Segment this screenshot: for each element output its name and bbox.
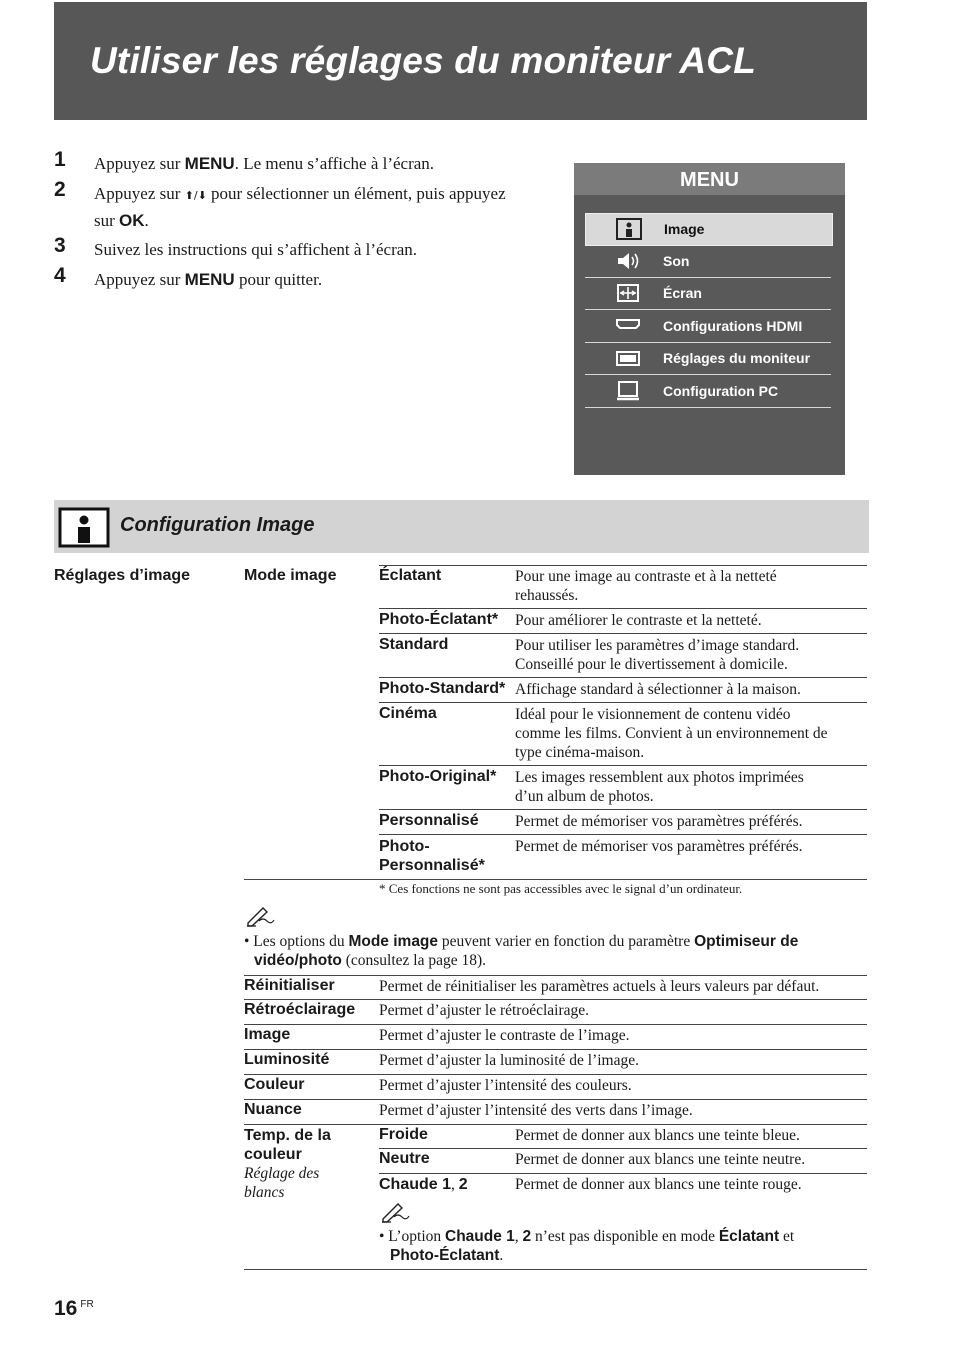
divider bbox=[379, 702, 867, 703]
divider bbox=[244, 999, 867, 1000]
mode-desc: Les images ressemblent aux photos imprimées d’un album de photos. bbox=[515, 769, 804, 805]
divider bbox=[244, 1074, 867, 1075]
divider bbox=[379, 633, 867, 634]
divider bbox=[379, 565, 867, 566]
menu-item-label: Réglages du moniteur bbox=[663, 350, 811, 366]
step-number: 2 bbox=[54, 178, 66, 201]
temp-option-desc: Permet de donner aux blancs une teinte rouge. bbox=[515, 1176, 802, 1193]
step-number: 1 bbox=[54, 148, 66, 171]
menu-item-label: Écran bbox=[663, 285, 702, 301]
mode-desc: Pour améliorer le contraste et la netteté. bbox=[515, 612, 762, 629]
section-title: Configuration Image bbox=[120, 514, 315, 536]
step-text: Appuyez sur bbox=[94, 270, 185, 289]
menu-item-pc[interactable] bbox=[585, 376, 831, 408]
pencil-note-icon bbox=[380, 1201, 410, 1223]
ok-key: OK bbox=[119, 211, 145, 230]
temp-option-desc: Permet de donner aux blancs une teinte neutre. bbox=[515, 1151, 806, 1168]
mode-name: Photo-Standard* bbox=[379, 680, 506, 697]
setting-name: Nuance bbox=[244, 1101, 302, 1118]
temp-option-name: Neutre bbox=[379, 1150, 430, 1167]
up-down-arrows-icon: ⬆/⬇ bbox=[184, 189, 207, 202]
divider bbox=[244, 975, 867, 976]
step-text: . Le menu s’affiche à l’écran. bbox=[234, 154, 435, 173]
divider bbox=[244, 1269, 867, 1270]
page-title: Utiliser les réglages du moniteur ACL bbox=[90, 40, 757, 81]
picture-icon bbox=[616, 218, 642, 240]
footnote: * Ces fonctions ne sont pas accessibles avec le signal d’un ordinateur. bbox=[379, 881, 743, 896]
step-text: Suivez les instructions qui s’affichent à l’écran. bbox=[94, 240, 418, 259]
reglages-image-label: Réglages d’image bbox=[54, 567, 191, 584]
menu-key: MENU bbox=[184, 154, 235, 173]
setting-desc: Permet d’ajuster le rétroéclairage. bbox=[379, 1002, 589, 1019]
monitor-icon bbox=[615, 347, 641, 369]
divider bbox=[244, 879, 867, 880]
chaude-note: • L’option Chaude 1, 2 n’est pas disponible en mode Éclatant et Photo-Éclatant. bbox=[379, 1228, 795, 1264]
divider bbox=[379, 1148, 867, 1149]
pencil-note-icon bbox=[245, 905, 275, 927]
screen-icon bbox=[615, 282, 641, 304]
divider bbox=[379, 1173, 867, 1174]
temp-option-name: Chaude 1, 2 bbox=[379, 1176, 468, 1193]
temp-couleur-sublabel: Réglage des blancs bbox=[244, 1165, 320, 1201]
divider bbox=[379, 834, 867, 835]
menu-item-label: Configurations HDMI bbox=[663, 318, 803, 334]
mode-desc: Permet de mémoriser vos paramètres préférés. bbox=[515, 813, 803, 830]
step-text: Appuyez sur bbox=[94, 154, 185, 173]
step-text: . bbox=[144, 211, 149, 230]
divider bbox=[244, 1124, 867, 1125]
temp-couleur-label: Temp. de la couleur bbox=[244, 1127, 331, 1163]
mode-name: Standard bbox=[379, 636, 449, 653]
section-header bbox=[54, 500, 869, 553]
setting-name: Luminosité bbox=[244, 1051, 330, 1068]
menu-item-label: Son bbox=[663, 253, 690, 269]
step-text: pour quitter. bbox=[234, 270, 323, 289]
menu-item-son[interactable] bbox=[585, 246, 831, 278]
menu-item-label: Configuration PC bbox=[663, 383, 779, 399]
mode-image-label: Mode image bbox=[244, 567, 337, 584]
mode-image-note: • Les options du Mode image peuvent varier en fonction du paramètre Optimiseur de vidéo/photo (consultez la page 18). bbox=[244, 933, 799, 969]
setting-name: Image bbox=[244, 1026, 291, 1043]
hdmi-icon bbox=[615, 315, 641, 337]
mode-name: Éclatant bbox=[379, 567, 442, 584]
page-number: 16 $^{FR}$ bbox=[54, 1297, 94, 1320]
mode-name: Photo-Éclatant* bbox=[379, 611, 499, 628]
setting-desc: Permet d’ajuster l’intensité des couleurs. bbox=[379, 1077, 632, 1094]
setting-name: Couleur bbox=[244, 1076, 305, 1093]
step-text: Appuyez sur bbox=[94, 184, 185, 203]
mode-name: Photo- Personnalisé* bbox=[379, 838, 485, 874]
speaker-icon bbox=[615, 250, 641, 272]
menu-item-image[interactable] bbox=[585, 213, 833, 246]
mode-desc: Affichage standard à sélectionner à la maison. bbox=[515, 681, 801, 698]
menu-item-moniteur[interactable] bbox=[585, 343, 831, 375]
step-3 bbox=[54, 234, 564, 262]
setting-desc: Permet de réinitialiser les paramètres actuels à leurs valeurs par défaut. bbox=[379, 978, 820, 995]
step-number: 4 bbox=[54, 264, 66, 287]
mode-desc: Pour une image au contraste et à la netteté rehaussés. bbox=[515, 568, 777, 604]
menu-item-hdmi[interactable] bbox=[585, 311, 831, 343]
divider bbox=[379, 809, 867, 810]
mode-desc: Pour utiliser les paramètres d’image standard. Conseillé pour le divertissement à domicile. bbox=[515, 637, 800, 673]
divider bbox=[379, 677, 867, 678]
step-number: 3 bbox=[54, 234, 66, 257]
mode-name: Photo-Original* bbox=[379, 768, 497, 785]
mode-desc: Permet de mémoriser vos paramètres préférés. bbox=[515, 838, 803, 855]
step-2 bbox=[54, 178, 564, 233]
mode-name: Cinéma bbox=[379, 705, 437, 722]
menu-title: MENU bbox=[574, 163, 845, 195]
setting-name: Rétroéclairage bbox=[244, 1001, 356, 1018]
step-4 bbox=[54, 264, 564, 292]
step-text: sur bbox=[94, 211, 120, 230]
setting-name: Réinitialiser bbox=[244, 977, 335, 994]
page-header-band bbox=[54, 2, 867, 120]
menu-item-label: Image bbox=[664, 221, 705, 237]
divider bbox=[244, 1049, 867, 1050]
step-1 bbox=[54, 148, 564, 176]
step-text: pour sélectionner un élément, puis appuyez bbox=[206, 184, 506, 203]
setting-desc: Permet d’ajuster l’intensité des verts dans l’image. bbox=[379, 1102, 693, 1119]
temp-option-desc: Permet de donner aux blancs une teinte bleue. bbox=[515, 1127, 800, 1144]
mode-name: Personnalisé bbox=[379, 812, 479, 829]
mode-desc: Idéal pour le visionnement de contenu vidéo comme les films. Convient à un environnement de type cinéma-maison. bbox=[515, 706, 828, 761]
setting-desc: Permet d’ajuster le contraste de l’image. bbox=[379, 1027, 630, 1044]
divider bbox=[244, 1024, 867, 1025]
divider bbox=[379, 608, 867, 609]
menu-item-ecran[interactable] bbox=[585, 278, 831, 310]
temp-option-name: Froide bbox=[379, 1126, 428, 1143]
pc-icon bbox=[615, 380, 641, 402]
picture-icon bbox=[58, 507, 110, 548]
setting-desc: Permet d’ajuster la luminosité de l’image. bbox=[379, 1052, 639, 1069]
divider bbox=[244, 1099, 867, 1100]
menu-key: MENU bbox=[184, 270, 235, 289]
menu-panel bbox=[574, 163, 845, 475]
divider bbox=[379, 765, 867, 766]
